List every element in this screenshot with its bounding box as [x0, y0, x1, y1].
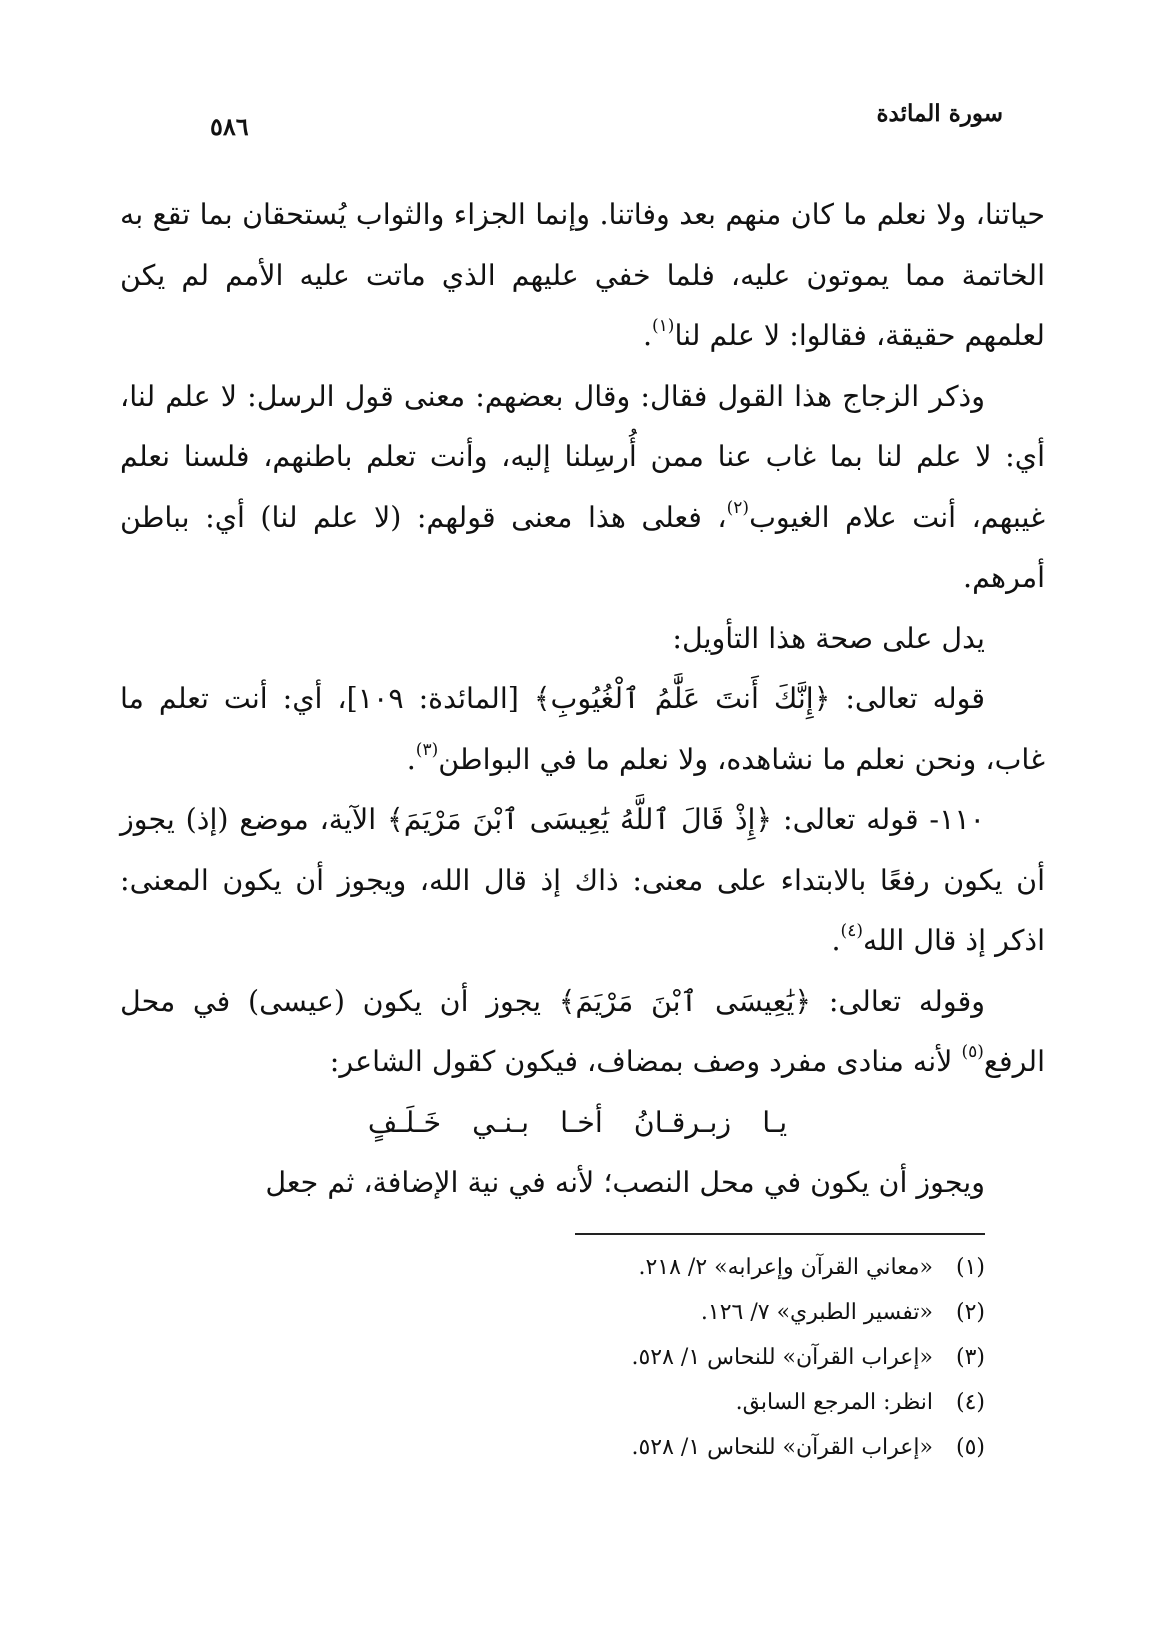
paragraph-6-text-c: لأنه منادى مفرد وصف بمضاف، فيكون كقول الشاعر:: [329, 1045, 962, 1078]
footnote-ref-4: (٤): [840, 921, 863, 941]
paragraph-2-text-b: ، فعلى هذا معنى قولهم: (لا علم لنا) أي: بباطن أمرهم.: [120, 500, 1045, 594]
running-title: سورة المائدة: [876, 100, 1003, 127]
paragraph-4-text: قوله تعالى:: [830, 682, 985, 715]
footnote-text: «إعراب القرآن» للنحاس ١/ ٥٢٨.: [631, 1345, 933, 1370]
paragraph-4: [120, 669, 1045, 790]
paragraph-1: [120, 185, 1045, 367]
footnote-5: [200, 1425, 985, 1470]
page-number: ٥٨٦: [210, 112, 249, 141]
paragraph-5: [120, 790, 1045, 972]
paragraph-5-text-b: الآية، موضع (إذ) يجوز أن يكون رفعًا بالابتداء على معنى: ذاك إذ قال الله، ويجوز أن يكون المعنى: اذكر إذ قال الله: [120, 803, 1045, 957]
paragraph-1-end: .: [642, 319, 653, 352]
poetry-verse: [120, 1093, 1045, 1154]
quran-quote-3: ﴿يَٰعِيسَى ٱبْنَ مَرْيَمَ﴾: [558, 984, 812, 1018]
footnote-divider: [575, 1233, 985, 1235]
paragraph-7: [120, 1153, 1045, 1214]
paragraph-4-end: .: [406, 742, 416, 776]
footnote-3: [200, 1335, 985, 1380]
footnotes: [200, 1245, 985, 1470]
poetry-verse-text: يـا زبـرقـانُ أخـا بـنـي خَـلَـفٍ: [367, 1105, 788, 1139]
footnote-text: انظر: المرجع السابق.: [735, 1390, 933, 1415]
paragraph-7-text: ويجوز أن يكون في محل النصب؛ لأنه في نية الإضافة، ثم جعل: [265, 1166, 985, 1199]
footnote-number: (١): [955, 1255, 985, 1280]
footnote-number: (٣): [955, 1345, 985, 1370]
paragraph-3: [120, 609, 1045, 670]
quran-quote-1: ﴿إِنَّكَ أَنتَ عَلَّٰمُ ٱلْغُيُوبِ﴾: [533, 682, 831, 715]
quran-quote-2: ﴿إِذْ قَالَ ٱللَّهُ يَٰعِيسَى ٱبْنَ مَرْيَمَ﴾: [387, 803, 773, 836]
paragraph-2: [120, 367, 1045, 609]
paragraph-2-text: وذكر الزجاج هذا القول فقال: وقال بعضهم: معنى قول الرسل: لا علم لنا، أي: لا علم لنا بما غاب عنا ممن أُرسِلنا إليه، وأنت تعلم باطنهم، فلسنا نعلم غيبهم، أنت علام الغيوب: [120, 379, 1045, 534]
footnote-ref-1: (١): [652, 316, 675, 336]
paragraph-6: [120, 972, 1045, 1093]
paragraph-5-text: ١١٠- قوله تعالى:: [772, 803, 985, 836]
footnote-text: «معاني القرآن وإعرابه» ٢/ ٢١٨.: [638, 1255, 933, 1280]
footnote-4: [200, 1380, 985, 1425]
paragraph-6-text: وقوله تعالى:: [811, 984, 985, 1018]
footnote-ref-2: (٢): [726, 497, 750, 518]
footnote-1: [200, 1245, 985, 1290]
paragraph-4-text-b: [المائدة: ١٠٩]، أي: أنت تعلم ما غاب، ونحن نعلم ما نشاهده، ولا نعلم ما في البواطن: [120, 682, 1045, 776]
footnote-ref-5: (٥): [961, 1042, 984, 1062]
main-text: [120, 185, 1045, 1214]
running-head: [210, 100, 1003, 140]
footnote-2: [200, 1290, 985, 1335]
paragraph-3-text: يدل على صحة هذا التأويل:: [672, 621, 985, 655]
footnote-text: «إعراب القرآن» للنحاس ١/ ٥٢٨.: [631, 1435, 933, 1460]
footnote-number: (٥): [955, 1435, 985, 1460]
paragraph-1-text: حياتنا، ولا نعلم ما كان منهم بعد وفاتنا. وإنما الجزاء والثواب يُستحقان بما تقع به الخاتمة مما يموتون عليه، فلما خفي عليهم الذي ماتت عليه الأمم لم يكن لعلمهم حقيقة، فقالوا: لا علم لنا: [120, 198, 1045, 352]
footnote-ref-3: (٣): [415, 739, 439, 760]
footnote-number: (٢): [955, 1300, 985, 1325]
paragraph-6-text-b: يجوز أن يكون (عيسى) في محل الرفع: [120, 984, 1045, 1078]
paragraph-5-end: .: [831, 924, 841, 957]
footnote-text: «تفسير الطبري» ٧/ ١٢٦.: [700, 1300, 933, 1325]
footnote-number: (٤): [955, 1390, 985, 1415]
